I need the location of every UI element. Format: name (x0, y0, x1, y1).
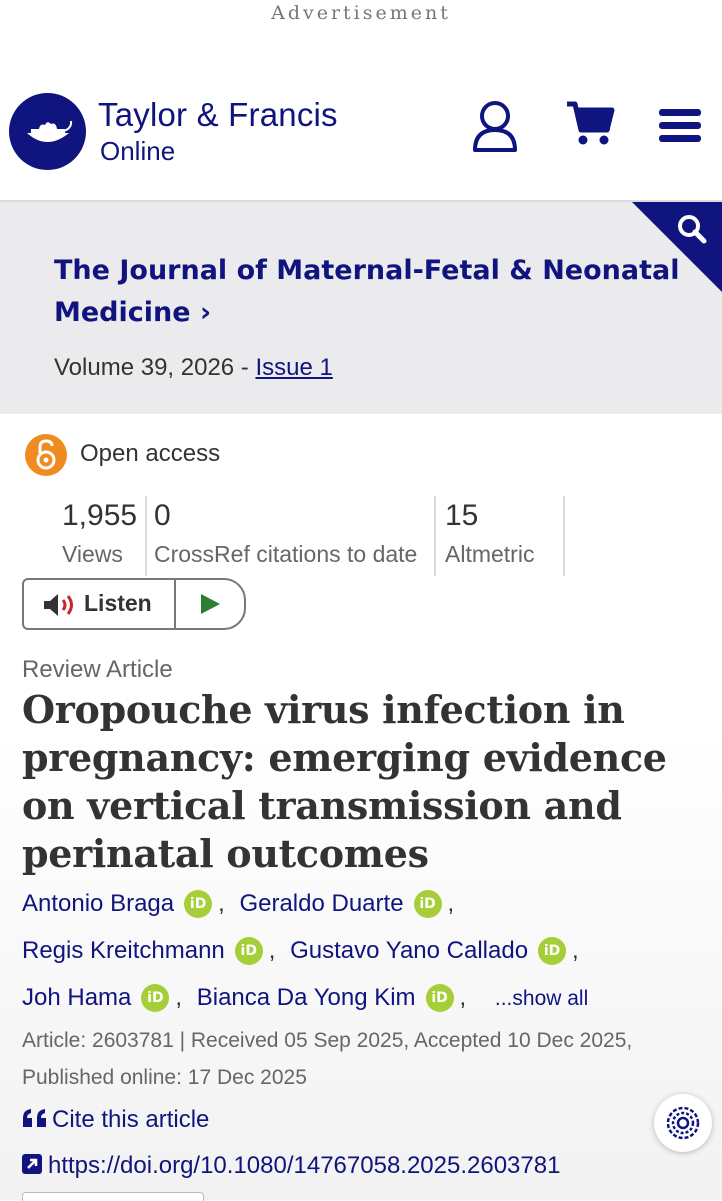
doi-url: https://doi.org/10.1080/14767058.2025.2603781 (48, 1152, 561, 1179)
author-list (22, 884, 712, 1025)
metric-altmetric[interactable] (445, 496, 534, 576)
brand-logo[interactable] (9, 93, 86, 170)
author-link[interactable]: Regis Kreitchmann (22, 937, 225, 964)
orcid-icon[interactable]: iD (414, 890, 442, 918)
article-meta (22, 1022, 712, 1096)
metric-value: 0 (154, 499, 171, 532)
accessibility-button[interactable] (654, 1094, 712, 1152)
site-header (0, 60, 722, 200)
metric-label: Altmetric (445, 541, 535, 567)
menu-icon[interactable] (659, 108, 701, 144)
open-access-label: Open access (80, 440, 221, 467)
author-line: Joh Hama iD , Bianca Da Yong Kim iD , ...show all (22, 984, 589, 1011)
brand-subtitle[interactable]: Online (100, 136, 176, 166)
cite-label: Cite this article (52, 1106, 210, 1133)
listen-label: Listen (84, 590, 152, 616)
metric-label: Views (62, 541, 123, 567)
accessibility-icon (666, 1106, 700, 1140)
metric-divider (145, 496, 147, 576)
cite-article-link[interactable] (22, 1106, 209, 1134)
author-link[interactable]: Bianca Da Yong Kim (196, 984, 416, 1011)
show-all-authors-link[interactable]: ...show all (494, 987, 589, 1010)
metric-value: 1,955 (62, 499, 138, 532)
orcid-icon[interactable]: iD (141, 984, 169, 1012)
metric-views (62, 496, 137, 576)
metric-divider (434, 496, 436, 576)
metric-value: 15 (445, 499, 479, 532)
author-line: Antonio Braga iD , Geraldo Duarte iD , (22, 890, 455, 917)
author-line: Regis Kreitchmann iD , Gustavo Yano Callado iD , (22, 937, 579, 964)
metric-label: CrossRef citations to date (154, 541, 418, 567)
orcid-icon[interactable]: iD (426, 984, 454, 1012)
article-type: Review Article (22, 656, 173, 683)
orcid-icon[interactable]: iD (538, 937, 566, 965)
article-dates: Article: 2603781 | Received 05 Sep 2025, Accepted 10 Dec 2025, (22, 1029, 633, 1052)
quote-icon (22, 1108, 48, 1128)
author-link[interactable]: Geraldo Duarte (239, 890, 404, 917)
orcid-icon[interactable]: iD (235, 937, 263, 965)
journal-title[interactable]: The Journal of Maternal-Fetal & Neonatal Medicine (54, 255, 680, 328)
orcid-icon[interactable]: iD (184, 890, 212, 918)
article-title: Oropouche virus infection in pregnancy: emerging evidence on vertical transmission and perinatal outcomes (22, 687, 667, 876)
chevron-right-icon: › (199, 297, 212, 328)
author-link[interactable]: Antonio Braga (22, 890, 175, 917)
listen-button[interactable] (24, 580, 176, 628)
volume-line (54, 354, 333, 382)
cart-icon[interactable] (565, 100, 615, 146)
advertisement-label: Advertisement (271, 2, 451, 24)
journal-banner (0, 200, 722, 416)
brand-name[interactable]: Taylor & Francis (98, 96, 338, 133)
speaker-icon (42, 592, 78, 618)
metric-crossref (154, 496, 417, 576)
doi-link[interactable] (22, 1152, 560, 1180)
published-online: Published online: 17 Dec 2025 (22, 1066, 307, 1089)
play-icon[interactable] (199, 593, 221, 615)
user-icon[interactable] (470, 98, 520, 154)
article-section (0, 414, 722, 1200)
listen-widget (22, 578, 246, 630)
author-link[interactable]: Gustavo Yano Callado (290, 937, 529, 964)
open-lock-icon (25, 434, 67, 476)
volume-label: Volume 39, 2026 - (54, 354, 256, 381)
author-link[interactable]: Joh Hama (22, 984, 132, 1011)
metric-divider (563, 496, 565, 576)
external-link-icon (22, 1154, 42, 1174)
journal-title-link[interactable] (54, 250, 684, 334)
issue-link[interactable]: Issue 1 (255, 354, 333, 381)
